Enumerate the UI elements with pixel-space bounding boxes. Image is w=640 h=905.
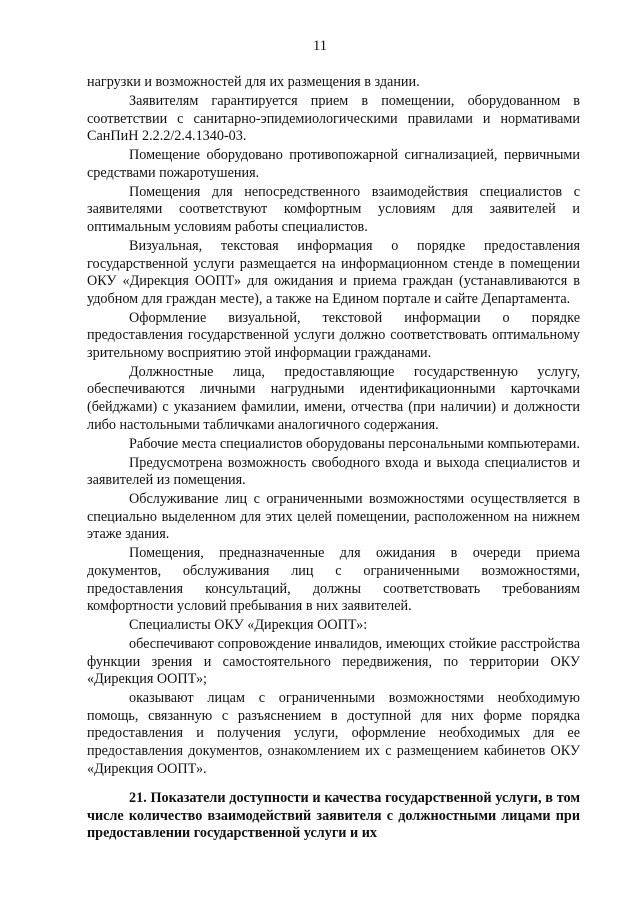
paragraph: Помещения для непосредственного взаимодействия специалистов с заявителями соответствуют комфортным условиям для заявителей и оптимальным условиям работы специалистов. [87,183,580,235]
document-body [87,74,580,844]
paragraph: Обслуживание лиц с ограниченными возможностями осуществляется в специально выделенном для этих целей помещении, расположенном на нижнем этаже здания. [87,491,580,543]
paragraph: Рабочие места специалистов оборудованы персональными компьютерами. [129,435,580,452]
paragraph: Визуальная, текстовая информация о порядке предоставления государственной услуги размещается на информационном стенде в помещении ОКУ «Дирекция ООПТ» для ожидания и приема граждан (устанавливаются в удобном для граждан месте), а также на Едином портале и сайте Департамента. [87,237,580,307]
paragraph: оказывают лицам с ограниченными возможностями необходимую помощь, связанную с разъяснением в доступной для них форме порядка предоставления и получения услуги, оформление необходимых для ее предоставления документов, ознакомлением их с размещением кабинетов ОКУ «Дирекция ООПТ». [87,690,580,777]
section-heading: 21. Показатели доступности и качества государственной услуги, в том числе количество взаимодействий заявителя с должностными лицами при предоставлении государственной услуги и их [87,790,580,842]
paragraph: Помещения, предназначенные для ожидания в очереди приема документов, обслуживания лиц с ограниченными возможностями, предоставления консультаций, должны соответствовать требованиям комфортности условий пребывания в них заявителей. [87,545,580,615]
paragraph: Помещение оборудовано противопожарной сигнализацией, первичными средствами пожаротушения. [87,147,580,181]
page-number: 11 [313,38,327,54]
paragraph: Оформление визуальной, текстовой информации о порядке предоставления государственной услуги должно соответствовать оптимальному зрительному восприятию этой информации гражданами. [87,309,580,361]
paragraph: Предусмотрена возможность свободного входа и выхода специалистов и заявителей из помещения. [87,454,580,489]
paragraph: Специалисты ОКУ «Дирекция ООПТ»: [129,617,368,634]
paragraph: нагрузки и возможностей для их размещения в здании. [87,74,420,90]
paragraph: Должностные лица, предоставляющие государственную услугу, обеспечиваются личными нагрудными идентификационными карточками (бейджами) с указанием фамилии, имени, отчества (при наличии) и должности либо настольными табличками аналогичного содержания. [87,363,580,433]
paragraph: обеспечивают сопровождение инвалидов, имеющих стойкие расстройства функции зрения и самостоятельного передвижения, по территории ОКУ «Дирекция ООПТ»; [87,636,580,688]
paragraph: Заявителям гарантируется прием в помещении, оборудованном в соответствии с санитарно-эпидемиологическими правилами и нормативами СанПиН 2.2.2/2.4.1340-03. [87,92,580,145]
